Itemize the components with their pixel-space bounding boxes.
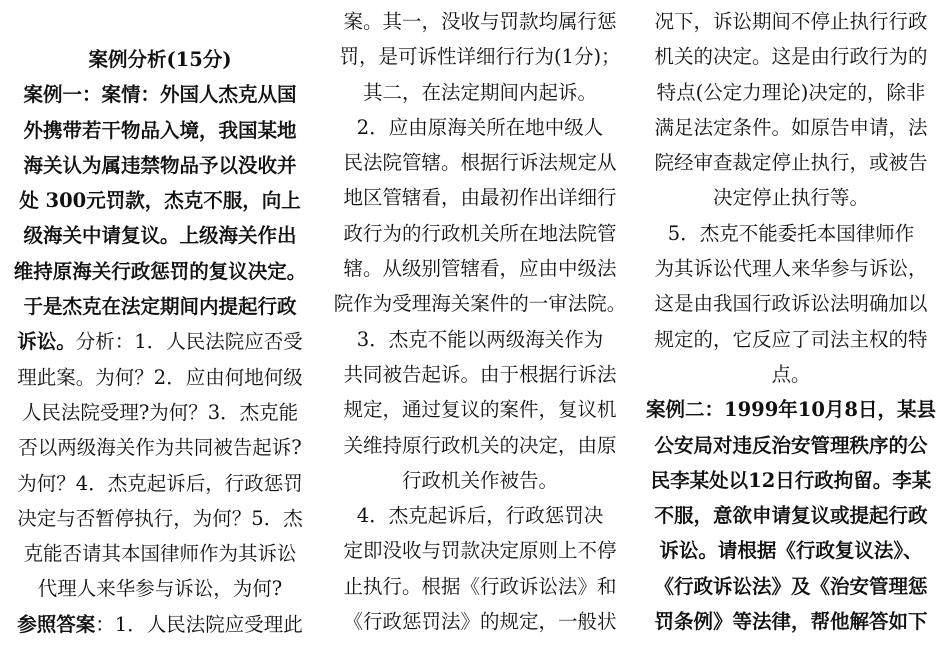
text-line: 外携带若干物品入境，我国某地 [23, 118, 297, 142]
text-line: 级海关中请复议。上级海关作出 [23, 224, 297, 248]
text-line: 特点(公定力理论)决定的，除非 [656, 80, 926, 104]
text-line [10, 24, 310, 42]
text-line: 这是由我国行政诉讼法明确加以 [654, 292, 928, 316]
text-line: 理此案。为何？2．应由何地何级 [17, 365, 303, 389]
text-line: 定即没收与罚款决定原则上不停 [343, 539, 617, 563]
text-line: 其二，在法定期间内起诉。 [362, 80, 597, 104]
text-line: 4．杰克起诉后，行政惩罚决 [356, 504, 604, 528]
text-line: 机关的决定。这是由行政行为的 [654, 45, 928, 69]
text-line: 5．杰克不能委托本国律师作 [667, 221, 915, 245]
text-line: 为何？4．杰克起诉后，行政惩罚 [17, 471, 303, 495]
text-line: 处 300元罚款，杰克不服，向上 [19, 189, 301, 213]
text-line: 人民法院受理?为何？3．杰克能 [21, 400, 299, 424]
text-line: 为其诉讼代理人来华参与诉讼， [654, 257, 928, 281]
text-line: 院作为受理海关案件的一审法院。 [333, 292, 627, 316]
text-line: 《行政诉讼法》及《治安管理惩 [654, 574, 928, 598]
column-middle [330, 0, 630, 639]
text-line: 止执行。根据《行政诉讼法》和 [343, 574, 617, 598]
text-line: 民李某处以12日行政拘留。李某 [650, 468, 932, 492]
text-normal: ：1．人民法院应受理此 [95, 612, 303, 636]
text-line: 海关认为属违禁物品予以没收并 [23, 153, 297, 177]
text-line: 行政机关作被告。 [401, 468, 558, 492]
text-line: 案。其一，没收与罚款均属行惩 [343, 10, 617, 33]
text-line: 规定，通过复议的案件，复议机 [343, 398, 617, 422]
text-line: 规定的，它反应了司法主权的特 [654, 327, 928, 351]
text-line: 罚条例》等法律，帮他解答如下 [654, 610, 928, 634]
section-heading: 案例分析(15分) [88, 48, 232, 71]
text-line: 维持原海关行政惩罚的复议决定。 [13, 259, 307, 283]
text-line: 院经审查裁定停止执行，或被告 [654, 151, 928, 175]
text-line: 政行为的行政机关所在地法院管 [343, 221, 617, 245]
text-line: 2．应由原海关所在地中级人 [356, 115, 604, 139]
text-line: 于是杰克在法定期间内提起行政 [23, 295, 297, 319]
text-line: 克能否请其本国律师作为其诉讼 [23, 542, 297, 566]
text-line: 公安局对违反治安管理秩序的公 [654, 433, 928, 457]
text-line: 民法院管辖。根据行诉法规定从 [343, 151, 617, 175]
text-line [10, 324, 310, 359]
text-line: 决定停止执行等。 [712, 186, 869, 210]
text-line: 共同被告起诉。由于根据行诉法 [343, 362, 617, 386]
text-line: 诉讼。请根据《行政复议法》、 [659, 539, 923, 563]
text-line: 罚，是可诉性详细行行为(1分)； [339, 45, 621, 69]
column-left [10, 0, 310, 642]
text-line: 不服，意欲申请复议或提起行政 [654, 504, 928, 528]
text-line: 案例二：1999年10月8日，某县 [646, 398, 936, 422]
text-bold: 诉讼。 [17, 330, 76, 354]
text-line: 《行政惩罚法》的规定，一般状 [343, 610, 617, 634]
text-line: 否以两级海关作为共同被告起诉? [18, 436, 302, 460]
text-line: 3．杰克不能以两级海关作为 [356, 327, 604, 351]
text-line: 案例一：案情：外国人杰克从国 [23, 83, 297, 107]
text-bold: 参照答案 [17, 612, 96, 636]
text-line: 辖。从级别管辖看，应由中级法 [343, 257, 617, 281]
text-line: 满足法定条件。如原告申请，法 [654, 115, 928, 139]
text-line: 代理人来华参与诉讼，为何? [37, 577, 283, 601]
text-line: 关维持原行政机关的决定，由原 [343, 433, 617, 457]
text-line [10, 0, 310, 24]
text-line: 况下，诉讼期间不停止执行行政 [654, 10, 928, 33]
text-line: 点。 [771, 362, 811, 386]
text-line [10, 607, 310, 642]
text-line: 决定与否暂停执行，为何？5．杰 [17, 506, 303, 530]
text-normal: 分析：1．人民法院应否受 [75, 330, 303, 354]
text-line: 地区管辖看，由最初作出详细行 [343, 186, 617, 210]
column-right [643, 0, 939, 639]
